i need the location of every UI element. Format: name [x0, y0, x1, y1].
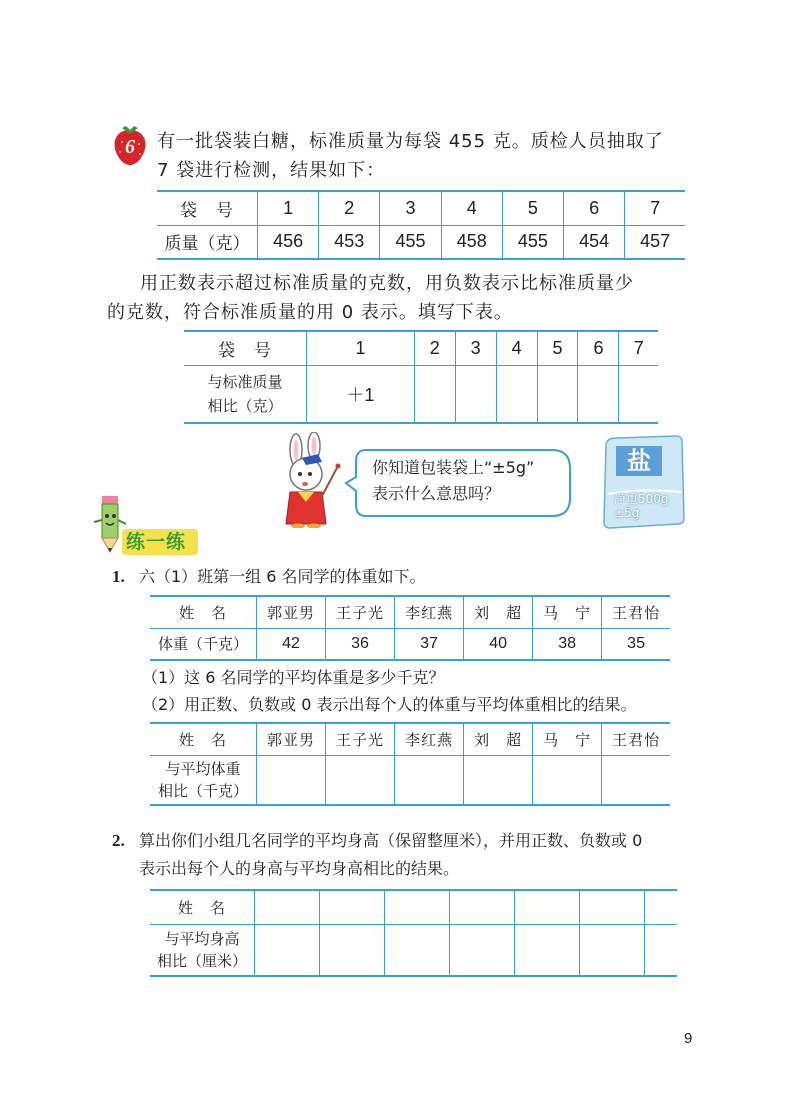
name-cell: 王君怡 [602, 723, 670, 755]
bag-number-cell: 4 [441, 191, 502, 225]
bag-number-cell: 5 [537, 331, 578, 365]
name-cell: 刘 超 [464, 596, 533, 628]
name-cell: 刘 超 [464, 723, 533, 755]
name-cell-empty [515, 890, 580, 924]
height-difference-cell-empty [515, 924, 580, 976]
height-difference-cell-empty [450, 924, 515, 976]
question-text: 六（1）班第一组 6 名同学的体重如下。 [139, 567, 426, 586]
weight-difference-table [150, 722, 670, 806]
name-cell: 马 宁 [533, 596, 602, 628]
weight-difference-cell-empty [326, 755, 395, 805]
difference-header-line2: 相比（克） [207, 396, 283, 415]
salt-bag-title: 盐 [627, 447, 651, 475]
bag-number-cell: 7 [619, 331, 658, 365]
name-cell-empty [385, 890, 450, 924]
speech-text-line1: 你知道包装袋上“±5g” [372, 458, 535, 477]
bag-number-cell: 1 [258, 191, 319, 225]
weight-difference-cell-empty [257, 755, 326, 805]
weight-difference-header-line2: 相比（千克） [157, 781, 248, 800]
weight-cell: 37 [395, 628, 464, 660]
instruction-line1: 用正数表示超过标准质量的克数，用负数表示比标准质量少 [140, 273, 634, 294]
height-difference-cell-empty [320, 924, 385, 976]
weight-cell: 36 [326, 628, 395, 660]
problem-number: 6 [125, 136, 135, 158]
name-header: 姓 名 [150, 890, 255, 924]
bag-number-cell: 6 [578, 331, 619, 365]
height-difference-cell-empty [580, 924, 645, 976]
height-difference-cell-empty [385, 924, 450, 976]
instruction-line2: 的克数，符合标准质量的用 0 表示。填写下表。 [107, 302, 513, 323]
name-cell: 郭亚男 [257, 596, 326, 628]
name-cell-empty [320, 890, 385, 924]
difference-cell-empty [578, 365, 619, 423]
name-cell-empty [255, 890, 320, 924]
name-cell-empty [645, 890, 678, 924]
difference-header-line1: 与标准质量 [207, 372, 283, 391]
practice-title: 练一练 [126, 531, 187, 553]
bag-number-cell: 2 [414, 331, 455, 365]
bag-number-cell: 5 [502, 191, 563, 225]
mass-table [157, 190, 685, 260]
salt-bag [600, 434, 686, 530]
rabbit-icon [278, 432, 348, 528]
sub-question-2: （2）用正数、负数或 0 表示出每个人的体重与平均体重相比的结果。 [142, 695, 637, 714]
weight-cell: 38 [533, 628, 602, 660]
name-cell: 王君怡 [602, 596, 670, 628]
mass-cell: 455 [502, 225, 563, 259]
difference-cell-empty [619, 365, 658, 423]
name-cell-empty [580, 890, 645, 924]
name-header: 姓 名 [150, 596, 257, 628]
difference-cell: ＋1 [307, 365, 415, 423]
question2-line1: 算出你们小组几名同学的平均身高（保留整厘米），并用正数、负数或 0 [139, 831, 643, 850]
salt-bag-tolerance: ±5g [614, 506, 640, 520]
weight-difference-cell-empty [395, 755, 464, 805]
weight-cell: 40 [464, 628, 533, 660]
speech-text-line2: 表示什么意思吗？ [372, 484, 501, 503]
sub-question-1: （1）这 6 名同学的平均体重是多少千克？ [142, 668, 445, 687]
name-cell: 马 宁 [533, 723, 602, 755]
difference-cell-empty [455, 365, 496, 423]
height-difference-header [150, 924, 255, 976]
rabbit-illustration [278, 432, 348, 528]
mass-cell: 454 [564, 225, 625, 259]
bag-number-cell: 2 [319, 191, 380, 225]
name-header: 姓 名 [150, 723, 257, 755]
bag-number-cell: 1 [307, 331, 415, 365]
name-cell: 李红燕 [395, 596, 464, 628]
question-number: 2. [112, 831, 125, 850]
bag-number-cell: 6 [564, 191, 625, 225]
weight-difference-header-line1: 与平均体重 [165, 759, 241, 778]
name-cell-empty [450, 890, 515, 924]
height-difference-cell-empty [645, 924, 678, 976]
bag-number-cell: 4 [496, 331, 537, 365]
weight-difference-cell-empty [464, 755, 533, 805]
difference-cell-empty [537, 365, 578, 423]
mass-cell: 455 [380, 225, 441, 259]
weight-difference-cell-empty [533, 755, 602, 805]
question-number: 1. [112, 567, 125, 586]
bag-number-header: 袋 号 [157, 191, 258, 225]
problem-text-line1: 有一批袋装白糖，标准质量为每袋 455 克。质检人员抽取了 [157, 131, 664, 152]
difference-table [184, 330, 658, 424]
weight-cell: 35 [602, 628, 670, 660]
strawberry-badge [110, 122, 150, 166]
name-cell: 郭亚男 [257, 723, 326, 755]
height-difference-header-line1: 与平均身高 [164, 929, 240, 948]
speech-text [372, 455, 534, 507]
page-number: 9 [684, 1030, 693, 1047]
height-difference-header-line2: 相比（厘米） [156, 951, 247, 970]
difference-cell-empty [414, 365, 455, 423]
bag-number-cell: 7 [625, 191, 685, 225]
question2-line2: 表示出每个人的身高与平均身高相比的结果。 [139, 859, 460, 878]
weight-cell: 42 [257, 628, 326, 660]
bag-number-header: 袋 号 [184, 331, 307, 365]
height-difference-table [150, 889, 677, 977]
bag-number-cell: 3 [455, 331, 496, 365]
weight-header: 体重（千克） [150, 628, 257, 660]
height-difference-cell-empty [255, 924, 320, 976]
mass-cell: 458 [441, 225, 502, 259]
difference-header [184, 365, 307, 423]
difference-cell-empty [496, 365, 537, 423]
mass-cell: 457 [625, 225, 685, 259]
mass-header: 质量（克） [157, 225, 258, 259]
mass-cell: 456 [258, 225, 319, 259]
name-cell: 李红燕 [395, 723, 464, 755]
weight-difference-cell-empty [602, 755, 670, 805]
weight-difference-header [150, 755, 257, 805]
weight-table [150, 595, 670, 661]
mass-cell: 453 [319, 225, 380, 259]
problem-text-line2: 7 袋进行检测，结果如下： [157, 160, 386, 181]
salt-bag-weight: 净重500g [614, 492, 669, 506]
name-cell: 王子光 [326, 596, 395, 628]
name-cell: 王子光 [326, 723, 395, 755]
bag-number-cell: 3 [380, 191, 441, 225]
